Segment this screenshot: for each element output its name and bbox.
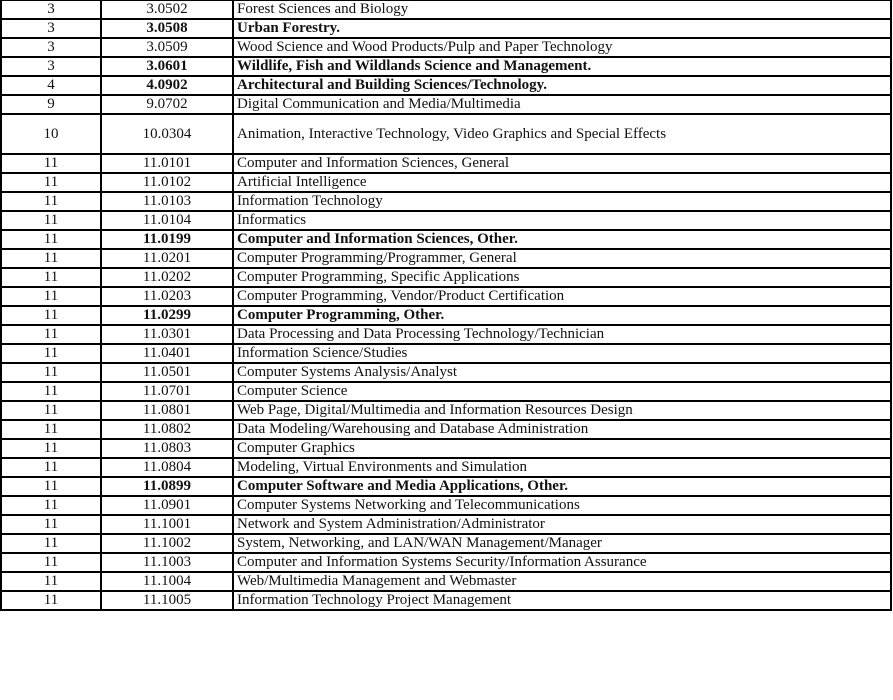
program-title-cell: Informatics xyxy=(233,211,891,230)
program-title-cell: Computer and Information Sciences, Other. xyxy=(233,230,891,249)
table-row xyxy=(1,249,891,268)
program-title-cell: Data Processing and Data Processing Technology/Technician xyxy=(233,325,891,344)
series-cell: 11 xyxy=(1,173,101,192)
program-title-cell: Computer Programming/Programmer, General xyxy=(233,249,891,268)
series-cell: 11 xyxy=(1,553,101,572)
cip-code-cell: 3.0502 xyxy=(101,1,233,20)
series-cell: 11 xyxy=(1,287,101,306)
program-title-cell: Computer and Information Sciences, General xyxy=(233,154,891,173)
series-cell: 11 xyxy=(1,420,101,439)
program-title-cell: Animation, Interactive Technology, Video Graphics and Special Effects xyxy=(233,114,891,154)
table-row xyxy=(1,363,891,382)
cip-code-cell: 11.0501 xyxy=(101,363,233,382)
table-row xyxy=(1,591,891,610)
table-row xyxy=(1,38,891,57)
program-title-cell: System, Networking, and LAN/WAN Management/Manager xyxy=(233,534,891,553)
table-row xyxy=(1,553,891,572)
program-title-cell: Wood Science and Wood Products/Pulp and Paper Technology xyxy=(233,38,891,57)
program-title-cell: Wildlife, Fish and Wildlands Science and Management. xyxy=(233,57,891,76)
series-cell: 10 xyxy=(1,114,101,154)
program-title-cell: Web Page, Digital/Multimedia and Information Resources Design xyxy=(233,401,891,420)
table-row xyxy=(1,287,891,306)
table-row xyxy=(1,76,891,95)
table-row xyxy=(1,420,891,439)
series-cell: 11 xyxy=(1,325,101,344)
table-row xyxy=(1,477,891,496)
program-title-cell: Digital Communication and Media/Multimedia xyxy=(233,95,891,114)
cip-code-cell: 11.1004 xyxy=(101,572,233,591)
program-title-cell: Information Technology xyxy=(233,192,891,211)
series-cell: 3 xyxy=(1,57,101,76)
table-row xyxy=(1,496,891,515)
table-row xyxy=(1,572,891,591)
cip-code-cell: 9.0702 xyxy=(101,95,233,114)
series-cell: 11 xyxy=(1,496,101,515)
table-row xyxy=(1,306,891,325)
cip-code-cell: 10.0304 xyxy=(101,114,233,154)
series-cell: 11 xyxy=(1,591,101,610)
program-title-cell: Computer Programming, Other. xyxy=(233,306,891,325)
cip-code-cell: 11.0203 xyxy=(101,287,233,306)
program-title-cell: Computer Systems Analysis/Analyst xyxy=(233,363,891,382)
program-title-cell: Computer Programming, Vendor/Product Certification xyxy=(233,287,891,306)
cip-code-cell: 3.0601 xyxy=(101,57,233,76)
program-title-cell: Web/Multimedia Management and Webmaster xyxy=(233,572,891,591)
series-cell: 3 xyxy=(1,1,101,20)
cip-code-cell: 11.0199 xyxy=(101,230,233,249)
table-row xyxy=(1,401,891,420)
cip-code-cell: 11.0202 xyxy=(101,268,233,287)
series-cell: 11 xyxy=(1,363,101,382)
series-cell: 11 xyxy=(1,572,101,591)
series-cell: 11 xyxy=(1,268,101,287)
program-title-cell: Computer Systems Networking and Telecommunications xyxy=(233,496,891,515)
cip-code-cell: 11.1003 xyxy=(101,553,233,572)
table-row xyxy=(1,192,891,211)
table-row xyxy=(1,230,891,249)
series-cell: 11 xyxy=(1,211,101,230)
series-cell: 11 xyxy=(1,249,101,268)
table-row xyxy=(1,268,891,287)
cip-code-cell: 11.0103 xyxy=(101,192,233,211)
table-row xyxy=(1,114,891,154)
program-title-cell: Artificial Intelligence xyxy=(233,173,891,192)
cip-code-cell: 11.0299 xyxy=(101,306,233,325)
series-cell: 11 xyxy=(1,439,101,458)
table-row xyxy=(1,211,891,230)
table-row xyxy=(1,344,891,363)
table-row xyxy=(1,1,891,20)
program-title-cell: Data Modeling/Warehousing and Database Administration xyxy=(233,420,891,439)
series-cell: 3 xyxy=(1,19,101,38)
table-row xyxy=(1,515,891,534)
series-cell: 11 xyxy=(1,534,101,553)
cip-code-cell: 11.0802 xyxy=(101,420,233,439)
program-title-cell: Computer Programming, Specific Applications xyxy=(233,268,891,287)
table-row xyxy=(1,173,891,192)
program-title-cell: Computer Science xyxy=(233,382,891,401)
cip-code-cell: 4.0902 xyxy=(101,76,233,95)
cip-code-cell: 11.0899 xyxy=(101,477,233,496)
table-body xyxy=(1,1,891,611)
cip-code-cell: 11.1005 xyxy=(101,591,233,610)
cip-code-cell: 11.0801 xyxy=(101,401,233,420)
cip-code-cell: 11.0102 xyxy=(101,173,233,192)
table-row xyxy=(1,154,891,173)
cip-code-cell: 11.0401 xyxy=(101,344,233,363)
series-cell: 11 xyxy=(1,401,101,420)
series-cell: 11 xyxy=(1,458,101,477)
cip-code-cell: 11.0901 xyxy=(101,496,233,515)
program-title-cell: Network and System Administration/Administrator xyxy=(233,515,891,534)
cip-code-cell: 11.0701 xyxy=(101,382,233,401)
program-title-cell: Information Technology Project Management xyxy=(233,591,891,610)
program-title-cell: Architectural and Building Sciences/Technology. xyxy=(233,76,891,95)
series-cell: 11 xyxy=(1,230,101,249)
table-row xyxy=(1,19,891,38)
program-title-cell: Information Science/Studies xyxy=(233,344,891,363)
series-cell: 11 xyxy=(1,154,101,173)
table-row xyxy=(1,458,891,477)
table-row xyxy=(1,534,891,553)
table-row xyxy=(1,382,891,401)
series-cell: 4 xyxy=(1,76,101,95)
program-title-cell: Computer Graphics xyxy=(233,439,891,458)
table-row xyxy=(1,95,891,114)
series-cell: 11 xyxy=(1,382,101,401)
program-title-cell: Computer Software and Media Applications, Other. xyxy=(233,477,891,496)
series-cell: 11 xyxy=(1,344,101,363)
cip-code-cell: 11.1001 xyxy=(101,515,233,534)
table-row xyxy=(1,439,891,458)
cip-code-cell: 11.0104 xyxy=(101,211,233,230)
series-cell: 11 xyxy=(1,477,101,496)
series-cell: 11 xyxy=(1,306,101,325)
series-cell: 3 xyxy=(1,38,101,57)
cip-code-cell: 3.0509 xyxy=(101,38,233,57)
cip-code-cell: 11.0101 xyxy=(101,154,233,173)
cip-code-cell: 11.0804 xyxy=(101,458,233,477)
table-row xyxy=(1,325,891,344)
program-title-cell: Modeling, Virtual Environments and Simulation xyxy=(233,458,891,477)
program-title-cell: Computer and Information Systems Security/Information Assurance xyxy=(233,553,891,572)
cip-code-cell: 3.0508 xyxy=(101,19,233,38)
cip-code-cell: 11.0803 xyxy=(101,439,233,458)
series-cell: 9 xyxy=(1,95,101,114)
cip-code-cell: 11.1002 xyxy=(101,534,233,553)
series-cell: 11 xyxy=(1,515,101,534)
table-row xyxy=(1,57,891,76)
program-title-cell: Forest Sciences and Biology xyxy=(233,1,891,20)
program-title-cell: Urban Forestry. xyxy=(233,19,891,38)
cip-code-cell: 11.0301 xyxy=(101,325,233,344)
cip-code-cell: 11.0201 xyxy=(101,249,233,268)
series-cell: 11 xyxy=(1,192,101,211)
